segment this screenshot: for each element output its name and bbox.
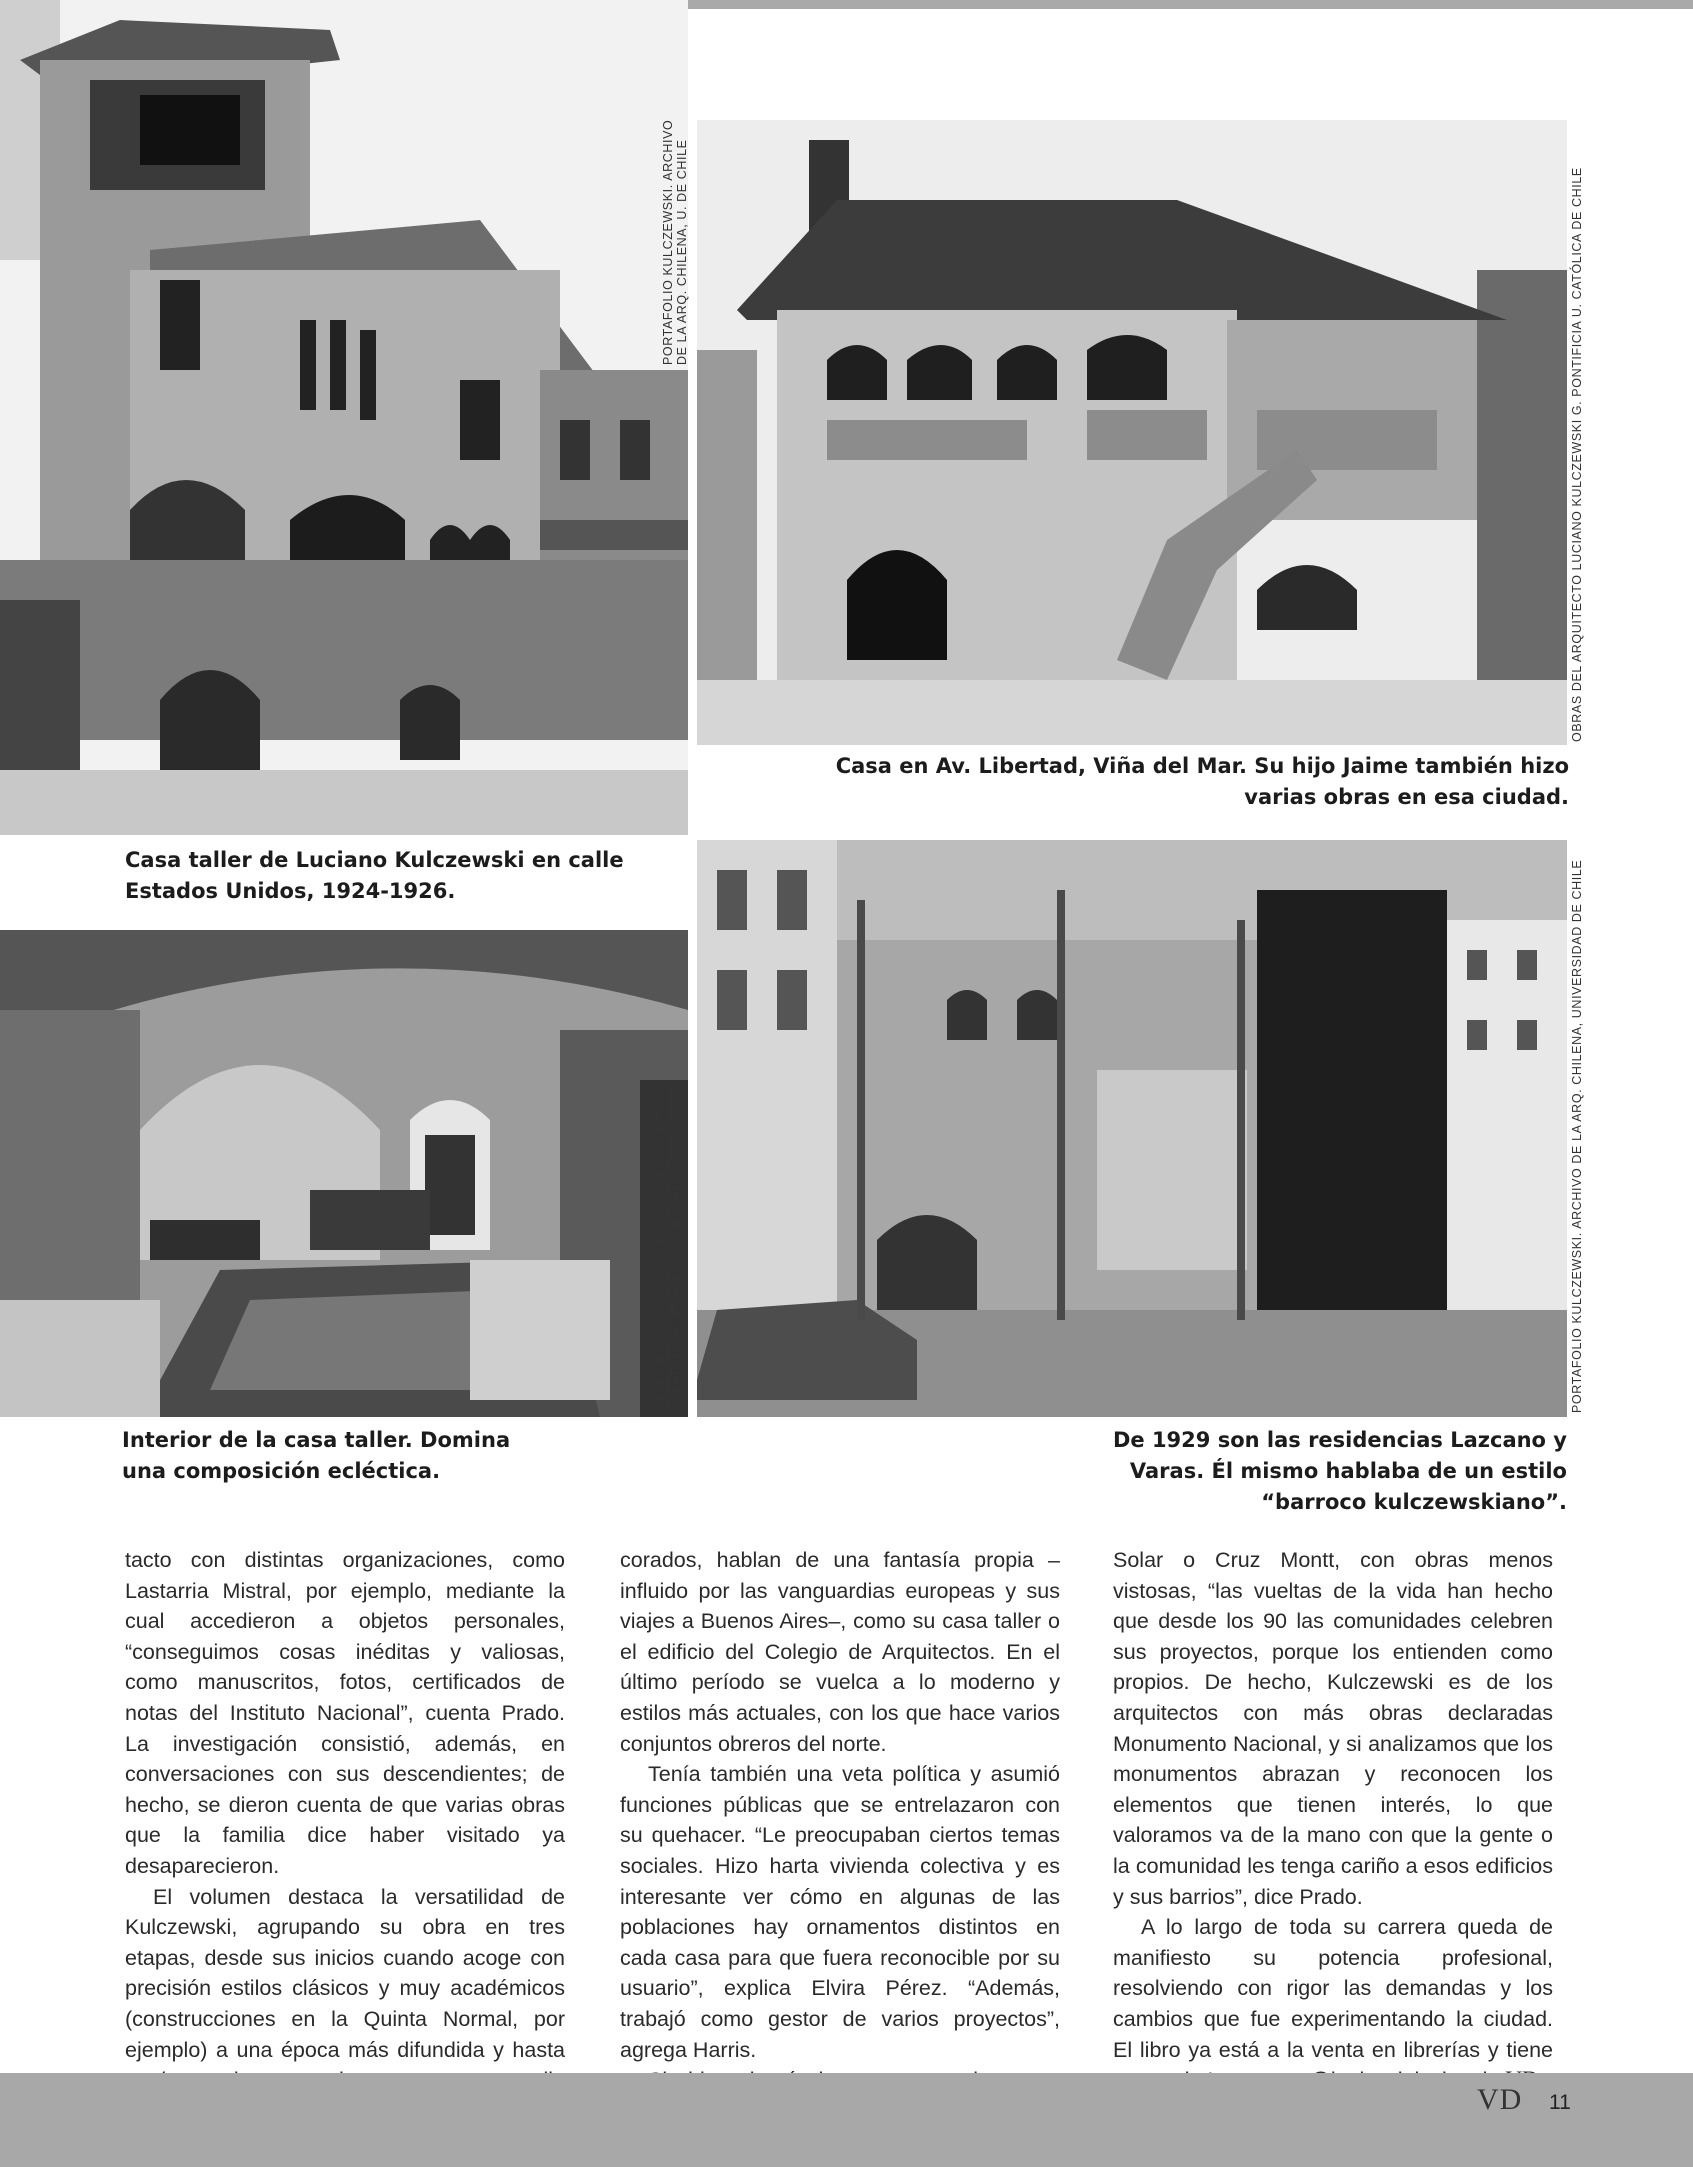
article-paragraph: Solar o Cruz Montt, con obras menos vistosas, “las vueltas de la vida han hecho que desde los 90 las comunidades celebren sus proyectos, porque los entienden como propios. De hecho, Kulczewski es de los arquitectos con más obras declaradas Monumento Nacional, y si analizamos que los monumentos abrazan y reconocen los elementos que tienen interés, lo que valoramos va de la mano con que la gente o la comunidad les tenga cariño a esos edificios y sus barrios”, dice Prado. [1113, 1548, 1553, 1909]
photo-interior-credit: OBRAS DEL ARQUITECTO LUCIANO KULCZEWSKI G. PONTIFICIA U. CATÓLICA DE CHILE [655, 1087, 683, 1410]
caption-casa-taller: Casa taller de Luciano Kulczewski en calle Estados Unidos, 1924-1926. [125, 848, 624, 903]
photo-residencias-image [697, 840, 1567, 1417]
article-paragraph: tacto con distintas organizaciones, como Lastarria Mistral, por ejemplo, mediante la cual accedieron a objetos personales, “conseguimos cosas inéditas y valiosas, como manuscritos, fotos, certificados de notas del Instituto Nacional”, cuenta Prado. La investigación consistió, además, en conversaciones con sus descendientes; de hecho, se dieron cuenta de que varias obras que la familia dice haber visitado ya desaparecieron. [125, 1548, 565, 1878]
photo-interior-image [0, 930, 688, 1417]
photo-interior [0, 930, 688, 1417]
article-paragraph: El volumen destaca la versatilidad de Kulczewski, agrupando su obra en tres etapas, desde sus inicios cuando acoge con precisión estilos clásicos y muy académicos (construcciones en la Quinta Normal, por ejemplo) a una época más difundida y hasta [125, 1884, 565, 2062]
article-column-2 [620, 1545, 1060, 2065]
article-column-3 [1113, 1545, 1553, 2065]
photo-casa-taller [0, 0, 688, 835]
article-paragraph: corados, hablan de una fantasía propia –influido por las vanguardias europeas y sus viajes a Buenos Aires–, como su casa taller o el edificio del Colegio de Arquitectos. En el último período se vuelca a lo moderno y estilos más actuales, con los que hace varios conjuntos obreros del norte. [620, 1548, 1060, 1756]
photo-casa-vina-credit: OBRAS DEL ARQUITECTO LUCIANO KULCZEWSKI G. PONTIFICIA U. CATÓLICA DE CHILE [1570, 167, 1584, 742]
photo-casa-vina [697, 120, 1567, 745]
page-number: 11 [1549, 2091, 1571, 2114]
photo-casa-taller-image [0, 0, 688, 835]
photo-residencias-credit: PORTAFOLIO KULCZEWSKI. ARCHIVO DE LA ARQ. CHILENA, UNIVERSIDAD DE CHILE [1570, 859, 1584, 1413]
caption-interior: Interior de la casa taller. Domina una composición ecléctica. [122, 1428, 511, 1483]
footer-brand: VD [1477, 2083, 1523, 2116]
caption-residencias: De 1929 son las residencias Lazcano y Varas. Él mismo hablaba de un estilo “barroco kulczewskiano”. [1112, 1428, 1567, 1514]
photo-casa-vina-image [697, 120, 1567, 745]
page-footer [0, 2073, 1693, 2167]
article-paragraph: A lo largo de toda su carrera queda de manifiesto su potencia profesional, resolviendo con rigor las demandas y los cambios que fue experimentando la ciudad. El libro ya está a la venta en librerías y tiene [1113, 1912, 1553, 2096]
caption-casa-vina: Casa en Av. Libertad, Viña del Mar. Su hijo Jaime también hizo varias obras en esa ciudad. [835, 754, 1569, 809]
article-column-1 [125, 1545, 565, 2065]
photo-residencias [697, 840, 1567, 1417]
photo-casa-taller-credit: PORTAFOLIO KULCZEWSKI. ARCHIVO DE LA ARQ. CHILENA, U. DE CHILE [661, 119, 689, 365]
article-paragraph: Tenía también una veta política y asumió funciones públicas que se entrelazaron con su quehacer. “Le preocupaban ciertos temas sociales. Hizo harta vivienda colectiva y es interesante ver cómo en algunas de las poblaciones hay ornamentos distintos en cada casa para que fuera reconocible por su usuario”, explica Elvira Pérez. “Además, trabajó como gestor de varios proyectos”, agrega Harris. [620, 1762, 1060, 2062]
